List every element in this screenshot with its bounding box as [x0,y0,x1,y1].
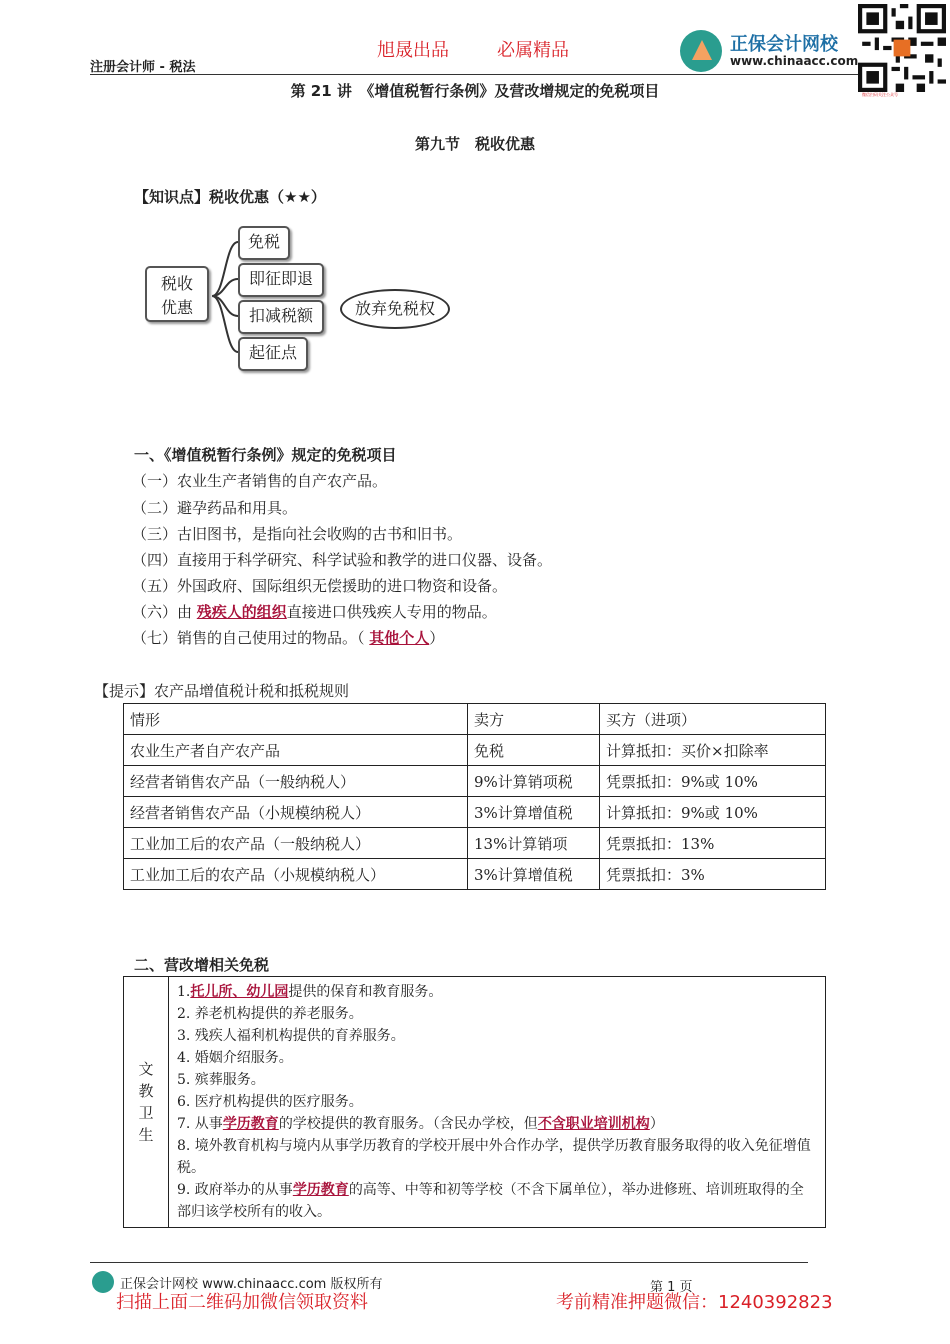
category-char: 教 [138,1082,154,1100]
table-row [124,735,826,766]
table-cell: 3%计算增值税 [468,859,600,890]
category-char: 文 [138,1060,154,1078]
mindmap-root-line2: 优惠 [160,298,193,317]
list-item [132,470,387,491]
table-cell: 凭票抵扣：9%或 10% [600,766,826,797]
list-item [132,575,507,596]
item-text: （三）古旧图书，是指向社会收购的古书和旧书。 [132,525,463,543]
list-item [177,1069,817,1091]
qr-note: 微信扫码关注公众号 [862,92,898,97]
item-text: 5. 殡葬服务。 [177,1072,265,1088]
table-cell: 经营者销售农产品（小规模纳税人） [124,797,468,828]
footer-promo-right: 考前精准押题微信：1240392823 [556,1292,833,1313]
list-item [177,1091,817,1113]
list-item [177,1135,817,1179]
item-text: 1. [177,984,191,1000]
part1-heading: 一、《增值税暂行条例》规定的免税项目 [134,446,397,464]
exemption-list [169,977,826,1228]
item-text: ） [429,629,445,647]
highlight-term: 学历教育 [292,1182,349,1198]
table-cell: 农业生产者自产农产品 [124,735,468,766]
table-cell: 工业加工后的农产品（小规模纳税人） [124,859,468,890]
item-text: 6. 医疗机构提供的医疗服务。 [177,1094,363,1110]
highlight-term: 其他个人 [369,629,430,647]
promo-right: 必属精品 [497,40,569,61]
table-cell: 凭票抵扣：3% [600,859,826,890]
mindmap-branch: 扣减税额 [238,300,324,334]
list-item [177,1047,817,1069]
list-item [132,627,444,648]
table-cell: 3%计算增值税 [468,797,600,828]
list-item [177,981,817,1003]
table-row [124,859,826,890]
list-item [177,1113,817,1135]
item-text: 的学校提供的教育服务。（含民办学校，但 [278,1116,538,1132]
mindmap-root-line1: 税收 [160,274,193,293]
item-text: 7. 从事 [177,1116,223,1132]
table-header: 情形 [124,704,468,735]
section-title: 第九节 税收优惠 [414,135,535,153]
table-cell: 工业加工后的农产品（一般纳税人） [124,828,468,859]
agri-tax-table [123,703,826,890]
table-header: 买方（进项） [600,704,826,735]
mindmap-branch: 起征点 [238,337,308,371]
table-cell: 凭票抵扣：13% [600,828,826,859]
table-row [124,766,826,797]
list-item [177,1003,817,1025]
item-text: （七）销售的自己使用过的物品。（ [132,629,370,647]
item-text: （一）农业生产者销售的自产农产品。 [132,472,388,490]
list-item [132,497,297,518]
item-text: 提供的保育和教育服务。 [288,984,443,1000]
item-text: ） [649,1116,664,1132]
promo-left: 旭晟出品 [377,40,449,61]
logo-url: www.chinaacc.com [730,54,859,68]
item-text: 9. 政府举办的从事 [177,1182,293,1198]
footer-divider [90,1262,808,1263]
page-number: 第 1 页 [650,1280,693,1295]
highlight-term: 托儿所、幼儿园 [190,984,289,1000]
footer-logo-icon [92,1271,114,1293]
mindmap-side-note: 放弃免税权 [340,289,450,329]
mindmap-branch: 即征即退 [238,263,324,297]
item-text: 的高等、中等和初等学校（不含下属单位），举办进修班、培训班取得的全部归该学校所有的收入。 [177,1182,804,1220]
category-cell [124,977,169,1228]
highlight-term: 学历教育 [222,1116,279,1132]
course-name: 注册会计师 - 税法 [90,60,196,75]
item-text: （二）避孕药品和用具。 [132,499,298,517]
logo-name: 正保会计网校 [730,34,838,55]
table-cell: 计算抵扣：9%或 10% [600,797,826,828]
footer-copyright: 正保会计网校 www.chinaacc.com 版权所有 [120,1277,383,1292]
site-logo[interactable] [680,30,860,74]
highlight-term: 不含职业培训机构 [537,1116,650,1132]
table-row [124,797,826,828]
item-text: （六）由 [132,603,197,621]
lecture-title: 第 21 讲 《增值税暂行条例》及营改增规定的免税项目 [290,82,660,100]
category-char: 卫 [138,1104,154,1122]
exemption-table [123,976,826,1228]
item-text: （五）外国政府、国际组织无偿援助的进口物资和设备。 [132,577,508,595]
list-item [132,601,497,622]
part2-heading: 二、营改增相关免税 [134,956,270,974]
list-item [177,1025,817,1047]
item-text: （四）直接用于科学研究、科学试验和教学的进口仪器、设备。 [132,551,553,569]
list-item [132,523,462,544]
category-char: 生 [138,1126,154,1144]
item-text: 3. 残疾人福利机构提供的育养服务。 [177,1028,405,1044]
mindmap-root [145,266,209,322]
footer-promo-left: 扫描上面二维码加微信领取资料 [116,1292,368,1313]
table-row [124,828,826,859]
table-cell: 免税 [468,735,600,766]
item-text: 8. 境外教育机构与境内从事学历教育的学校开展中外合作办学，提供学历教育服务取得的收入免征增值税。 [177,1138,811,1176]
list-item [177,1179,817,1223]
logo-icon [680,30,722,72]
table-cell: 13%计算销项 [468,828,600,859]
tip-title: 【提示】农产品增值税计税和抵税规则 [94,682,350,700]
header-divider [90,74,860,75]
mindmap-branch: 免税 [238,226,290,260]
knowledge-point: 【知识点】税收优惠（★★） [134,188,326,206]
table-cell: 计算抵扣：买价×扣除率 [600,735,826,766]
table-header: 卖方 [468,704,600,735]
item-text: 直接进口供残疾人专用的物品。 [286,603,497,621]
highlight-term: 残疾人的组织 [196,603,287,621]
qr-code-icon [858,4,946,92]
item-text: 4. 婚姻介绍服务。 [177,1050,293,1066]
table-cell: 9%计算销项税 [468,766,600,797]
table-cell: 经营者销售农产品（一般纳税人） [124,766,468,797]
table-row [124,977,826,1228]
list-item [132,549,552,570]
item-text: 2. 养老机构提供的养老服务。 [177,1006,363,1022]
table-header-row [124,704,826,735]
